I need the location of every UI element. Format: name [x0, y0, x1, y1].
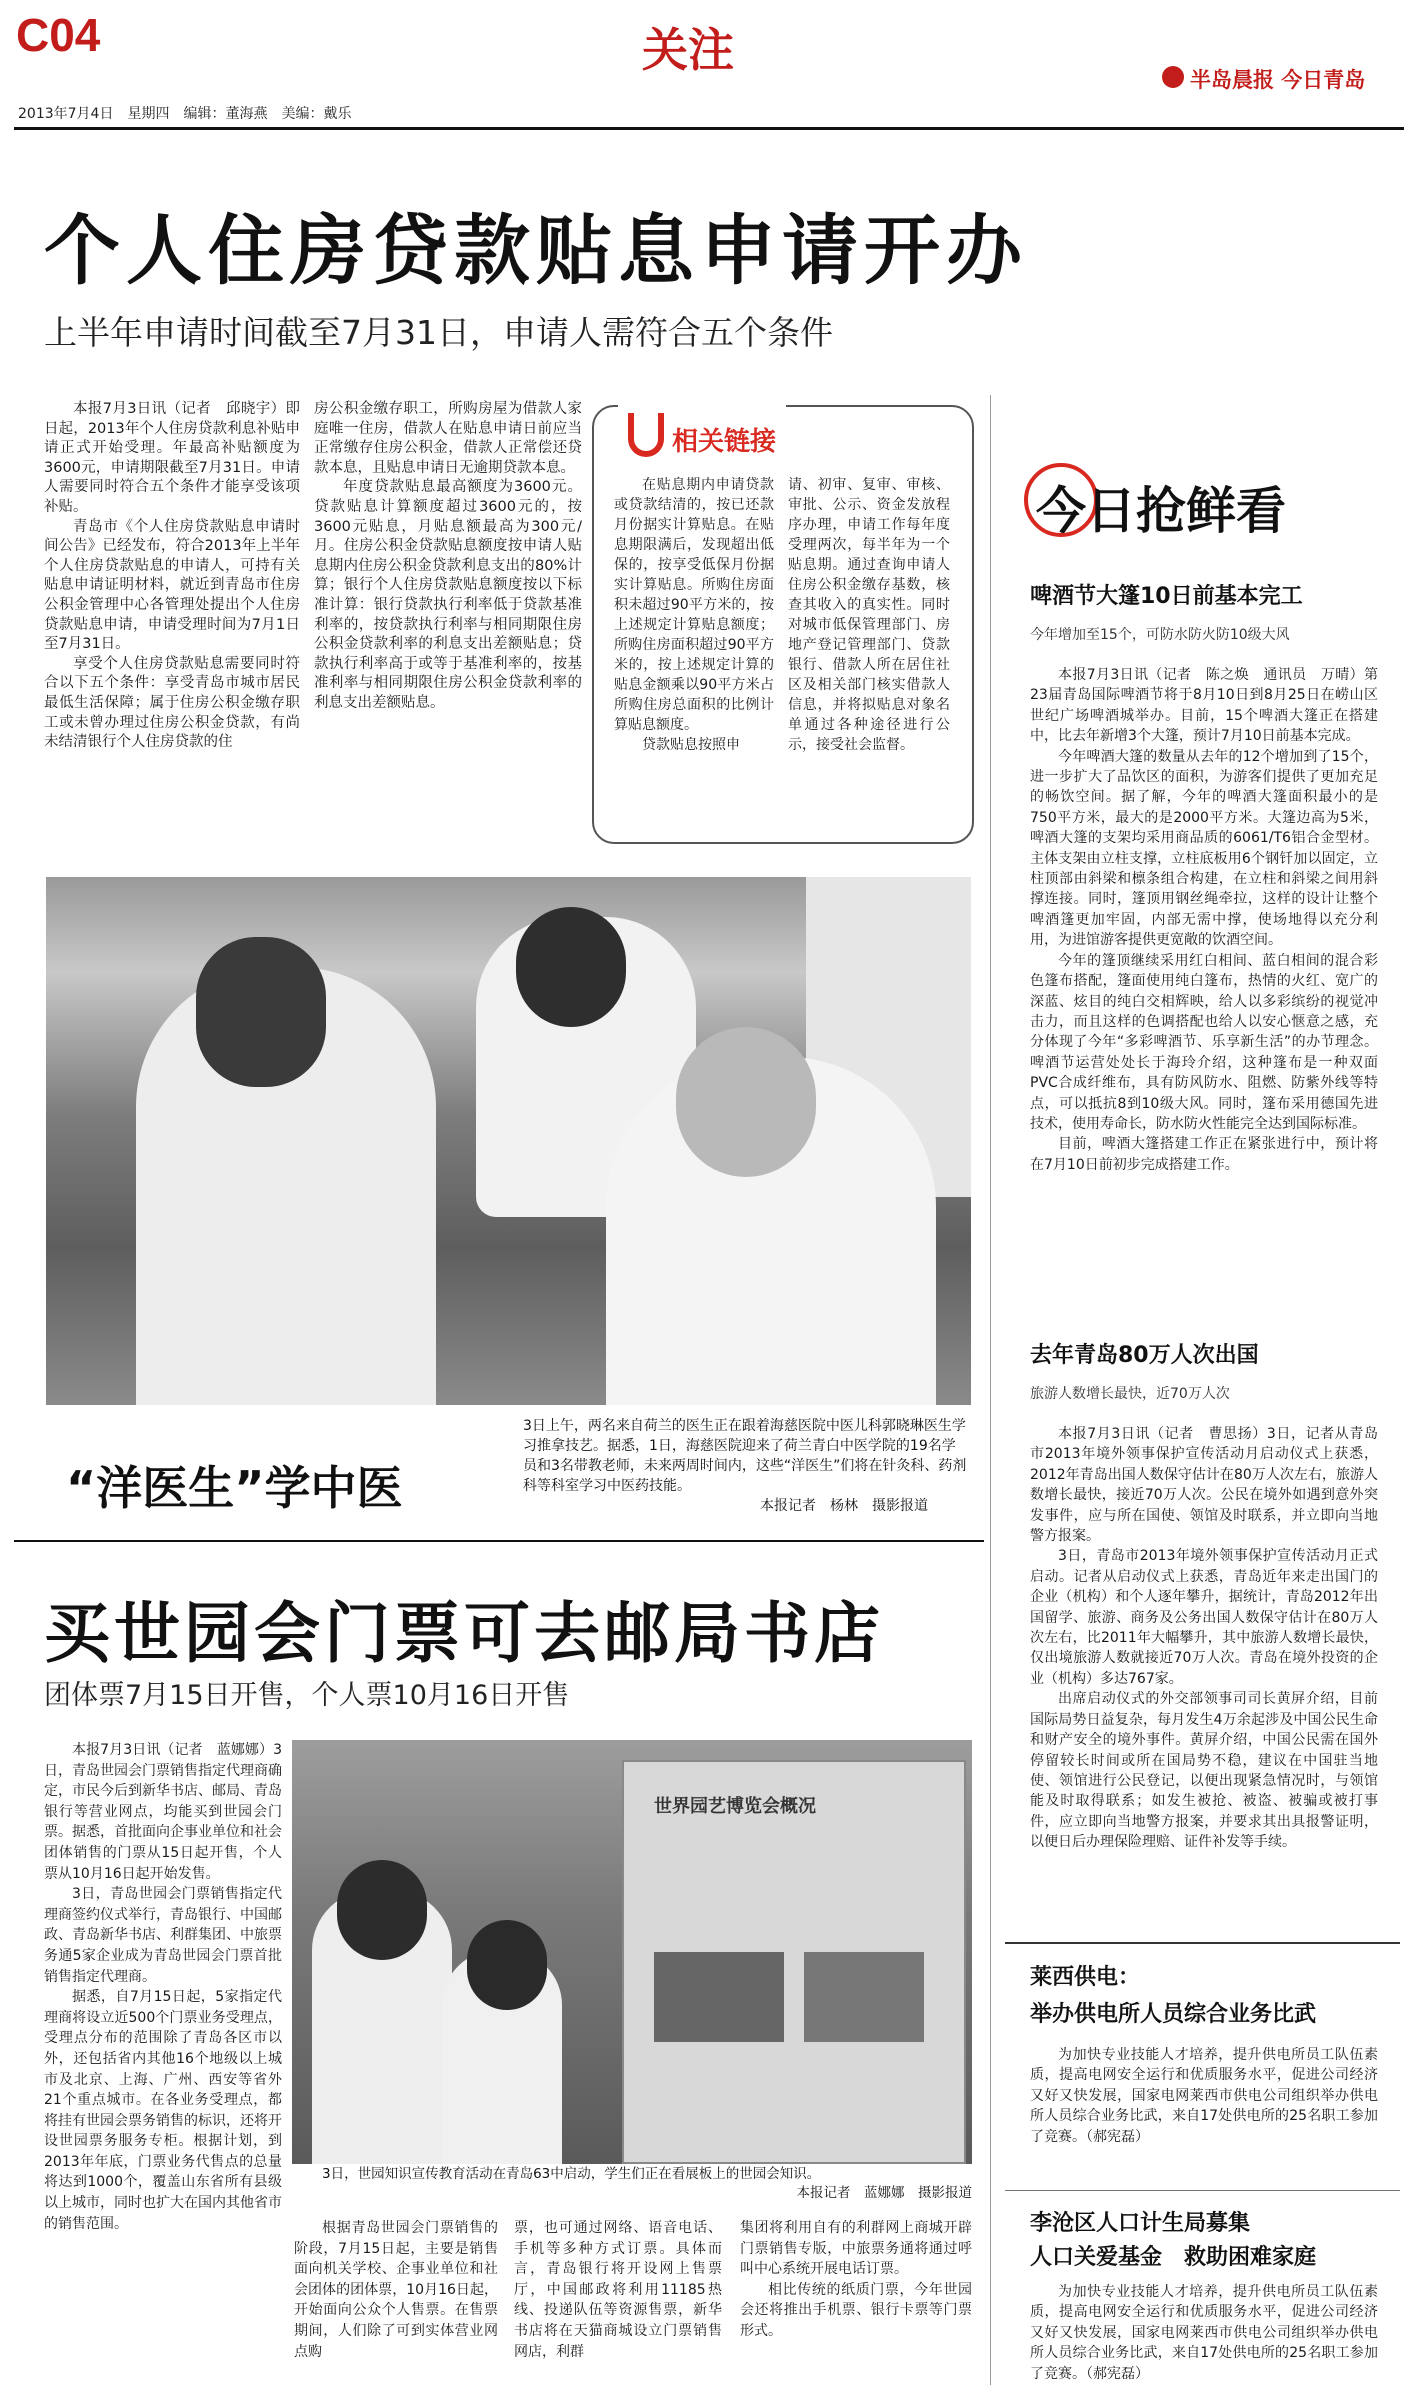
- expo-board-image: [654, 1952, 784, 2042]
- story4-title: 李沧区人口计生局募集: [1030, 2211, 1251, 2236]
- header-rule: [14, 127, 1404, 130]
- photo-story-title: “洋医生”学中医: [66, 1461, 403, 1515]
- story2-para: 3日，青岛市2013年境外领事保护宣传活动月正式启动。记者从启动仪式上获悉，青岛近年来走出国门的企业（机构）和个人逐年攀升，据统计，青岛2012年出国留学、旅游、商务及公务出国人数保守估计在80万人次左右，比2011年大幅攀升，其中旅游人数增长最快，仅出境旅游人数就接近70万人次。青岛在境外投资的企业（机构）多达767家。: [1030, 1548, 1378, 1687]
- expo-col1-para: 3日，青岛世园会门票销售指定代理商签约仪式举行，青岛银行、中国邮政、青岛新华书店、利群集团、中旅票务通5家企业成为青岛世园会门票首批销售指定代理商。: [44, 1886, 282, 1985]
- story1-body: [1030, 665, 1378, 1175]
- story4-para: 为加快专业技能人才培养，提升供电所员工队伍素质，提高电网安全运行和优质服务水平，促进公司经济又好又快发展，国家电网莱西市供电公司组织举办供电所人员综合业务比武，来自17处供电所的25名职工参加了竞赛。（郝宪磊）: [1030, 2284, 1378, 2382]
- brand-icon: [1162, 66, 1184, 88]
- expo-photo-credit: 本报记者 蓝娜娜 摄影报道: [796, 2185, 972, 2201]
- photo-story-caption-text: 3日上午，两名来自荷兰的医生正在跟着海慈医院中医儿科郭晓琳医生学习推拿技艺。据悉，1日，海慈医院迎来了荷兰青白中医学院的19名学员和3名带教老师，未来两周时间内，这些“洋医生”们将在针灸科、药剂科等科室学习中医药技能。: [523, 1418, 967, 1494]
- story1-para: 今年啤酒大篷的数量从去年的12个增加到了15个，进一步扩大了品饮区的面积，为游客们提供了更加充足的畅饮空间。据了解，今年的啤酒大篷面积最小的是750平方米，最大的是2000平方米。大篷边高为5米，啤酒大篷的支架均采用商品质的6061/T6铝合金型材。主体支架由立柱支撑，立柱底板用6个钢钎加以固定，立柱顶部由斜梁和檩条组合构建，在立柱和斜梁之间用斜撑连接。同时，篷顶用钢丝绳牵拉，这样的设计让整个啤酒篷更加牢固，内部无需中撑，使场地得以充分利用，为进馆游客提供更宽敞的饮酒空间。: [1030, 748, 1378, 949]
- doctors-photo: [46, 877, 971, 1405]
- related-link-col2: [788, 475, 950, 755]
- related-para: 请、初审、复审、审核、审批、公示、资金发放程序办理，申请工作每年度受理两次，每半年为一个贴息期。通过查询申请人住房公积金缴存基数，核查其收入的真实性。同时对城市低保管理部门、房地产登记管理部门、贷款银行、借款人所在居住社区及相关部门核实借款人信息，并将拟贴息对象名单通过各种途径进行公示，接受社会监督。: [788, 477, 950, 753]
- story2-para: 出席启动仪式的外交部领事司司长黄屏介绍，目前国际局势日益复杂，每月发生4万余起涉及中国公民生命和财产安全的境外事件。黄屏介绍，中国公民需在国外停留较长时间或所在国局势不稳，建议在中国驻当地使、领馆进行公民登记，以便出现紧急情况时，与领馆能及时取得联系；如发生被抢、被盗、被骗或被打事件，应立即向当地警方报案，并要求其出具报警证明，以便日后办理保险理赔、证件补发等手续。: [1030, 1691, 1378, 1851]
- photo-story-caption: [523, 1416, 968, 1516]
- column-logo: [1024, 455, 1384, 545]
- photo-story-credit: 本报记者 杨林 摄影报道: [760, 1498, 928, 1514]
- story1-title: 啤酒节大篷10日前基本完工: [1030, 584, 1303, 609]
- related-para: 贷款贴息按照申: [642, 737, 740, 753]
- main-col2-para: 房公积金缴存职工，所购房屋为借款人家庭唯一住房，借款人在贴息申请日前应当正常缴存住房公积金，借款人正常偿还贷款本息，且贴息申请日无逾期贷款本息。: [314, 401, 582, 476]
- main-article-col1: [44, 400, 300, 753]
- section-label: 关注: [642, 23, 734, 77]
- page-code: C04: [16, 9, 101, 61]
- story3-para: 为加快专业技能人才培养，提升供电所员工队伍素质，提高电网安全运行和优质服务水平，促进公司经济又好又快发展，国家电网莱西市供电公司组织举办供电所人员综合业务比武，来自17处供电所的25名职工参加了竞赛。（郝宪磊）: [1030, 2047, 1378, 2145]
- story4-body: [1030, 2282, 1378, 2384]
- main-col2-para: 年度贷款贴息最高额度为3600元。贷款贴息计算额度超过3600元的，按3600元贴息，月贴息额最高为300元/月。住房公积金贷款贴息额度按申请人贴息期内住房公积金贷款利息支出的80%计算；银行个人住房贷款贴息额度按以下标准计算：银行贷款执行利率低于贷款基准利率的，按贷款执行利率与相同期限住房公积金贷款利率的利息支出差额贴息；贷款执行利率高于或等于基准利率的，按基准利率与相同期限住房公积金贷款利率的利息支出差额贴息。: [314, 479, 582, 711]
- expo-headline: 买世园会门票可去邮局书店: [44, 1595, 884, 1672]
- student-2-head: [467, 1920, 547, 2010]
- doctor-left-head: [196, 937, 326, 1087]
- expo-bottom-col3: [740, 2218, 972, 2342]
- story3-body: [1030, 2045, 1378, 2147]
- related-link-badge: [618, 405, 786, 467]
- doctor-center-head: [516, 907, 626, 1027]
- section-divider: [14, 1540, 984, 1542]
- expo-board-image: [804, 1952, 924, 2042]
- related-link-col1: [614, 475, 774, 755]
- doctor-right-head: [676, 1027, 816, 1177]
- expo-bottom-para: 集团将利用自有的利群网上商城开辟门票销售专版，中旅票务通将通过呼叫中心系统开展电话订票。: [740, 2220, 972, 2278]
- story4-title2: 人口关爱基金 救助困难家庭: [1030, 2245, 1317, 2270]
- expo-col1-para: 本报7月3日讯（记者 蓝娜娜）3日，青岛世园会门票销售指定代理商确定，市民今后到新华书店、邮局、青岛银行等营业网点，均能买到世园会门票。据悉，首批面向企事业单位和社会团体销售的门票从15日起开售，个人票从10月16日起开始发售。: [44, 1742, 282, 1882]
- student-1-head: [337, 1860, 427, 1960]
- main-article-col2: [314, 400, 582, 714]
- main-col1-para: 青岛市《个人住房贷款贴息申请时间公告》已经发布，符合2013年上半年个人住房贷款贴息的申请人，可持有关贴息申请证明材料，就近到青岛市住房公积金管理中心各管理处提出个人住房贷款贴息申请，申请受理时间为7月1日至7月31日。: [44, 518, 300, 653]
- expo-col1-para: 据悉，自7月15日起，5家指定代理商将设立近500个门票业务受理点，受理点分布的范围除了青岛各区市以外，还包括省内其他16个地级以上城市及北京、上海、广州、西安等省外21个重点城市。在各业务受理点，都将挂有世园会票务销售的标识，还将开设世园票务服务专柜。根据计划，到2013年年底，门票业务代售点的总量将达到1000个，覆盖山东省所有县级以上城市，同时也扩大在国内其他省市的销售范围。: [44, 1989, 282, 2232]
- story3-title: 莱西供电：: [1030, 1965, 1141, 1990]
- expo-photo-caption: [322, 2165, 972, 2203]
- story1-para: 本报7月3日讯（记者 陈之焕 通讯员 万晴）第23届青岛国际啤酒节将于8月10日到8月25日在崂山区世纪广场啤酒城举办。目前，15个啤酒大篷正在搭建中，比去年新增3个大篷，预计7月10日前基本完成。: [1030, 667, 1378, 745]
- main-headline: 个人住房贷款贴息申请开办: [44, 206, 1028, 295]
- date-line: 2013年7月4日 星期四 编辑：董海燕 美编：戴乐: [18, 106, 352, 122]
- story2-body: [1030, 1424, 1378, 1853]
- expo-subhead: 团体票7月15日开售，个人票10月16日开售: [44, 1680, 570, 1711]
- main-subhead: 上半年申请时间截至7月31日，申请人需符合五个条件: [44, 313, 833, 352]
- story2-sub: 旅游人数增长最快，近70万人次: [1030, 1386, 1230, 1402]
- expo-board-title: 世界园艺博览会概况: [654, 1796, 816, 1817]
- main-col1-para: 本报7月3日讯（记者 邱晓宇）即日起，2013年个人住房贷款利息补贴申请正式开始受理。年最高补贴额度为3600元，申请期限截至7月31日。申请人需要同时符合五个条件才能享受该项补贴。: [44, 401, 300, 515]
- brand-name: 半岛晨报 今日青岛: [1190, 68, 1366, 92]
- story1-sub: 今年增加至15个，可防水防火防10级大风: [1030, 627, 1290, 643]
- story2-title: 去年青岛80万人次出国: [1030, 1343, 1259, 1368]
- expo-col1: [44, 1740, 282, 2234]
- link-icon: [628, 413, 664, 457]
- main-col1-para: 享受个人住房贷款贴息需要同时符合以下五个条件：享受青岛市城市居民最低生活保障；属于住房公积金缴存职工或未曾办理过住房公积金贷款，有尚未结清银行个人住房贷款的住: [44, 655, 300, 751]
- expo-display-board: [622, 1760, 966, 2164]
- expo-photo: [292, 1740, 972, 2164]
- expo-bottom-para: 相比传统的纸质门票，今年世园会还将推出手机票、银行卡票等门票形式。: [740, 2281, 972, 2339]
- expo-bottom-col2: [514, 2218, 722, 2362]
- story4-rule: [1005, 2190, 1400, 2191]
- story2-para: 本报7月3日讯（记者 曹思扬）3日，记者从青岛市2013年境外领事保护宣传活动月启动仪式上获悉，2012年青岛出国人数保守估计在80万人次左右，旅游人数增长最快，接近70万人次。公民在境外如遇到意外突发事件，应与所在国使、领馆及时联系，并立即向当地警方报案。: [1030, 1426, 1378, 1545]
- related-link-box: [592, 405, 974, 844]
- column-title: 今日抢鲜看: [1036, 482, 1286, 540]
- brand-logo: [1162, 60, 1402, 100]
- sidebar-divider: [990, 395, 991, 2385]
- expo-bottom-col1: [294, 2218, 498, 2362]
- expo-photo-caption-text: 3日，世园知识宣传教育活动在青岛63中启动，学生们正在看展板上的世园会知识。: [322, 2166, 821, 2182]
- story3-rule: [1005, 1942, 1400, 1944]
- expo-bottom-para: 根据青岛世园会门票销售的阶段，7月15日起，主要是销售面向机关学校、企事业单位和社会团体的团体票，10月16日起，开始面向公众个人售票。在售票期间，人们除了可到实体营业网点购: [294, 2220, 498, 2360]
- story1-para: 今年的篷顶继续采用红白相间、蓝白相间的混合彩色篷布搭配，篷面使用纯白篷布，热情的火红、宽广的深蓝、炫目的纯白交相辉映，给人以多彩缤纷的视觉冲击力，而且这样的色调搭配也给人以安心惬意之感，充分体现了今年“多彩啤酒节、乐享新生活”的办节理念。啤酒节运营处处长于海玲介绍，这种篷布是一种双面PVC合成纤维布，具有防风防水、阻燃、防紫外线等特点，可以抵抗8到10级大风。同时，篷布采用德国先进技术，使用寿命长，防水防火性能完全达到国际标准。: [1030, 952, 1378, 1132]
- related-link-title: 相关链接: [672, 427, 777, 457]
- story3-title2: 举办供电所人员综合业务比武: [1030, 2002, 1317, 2027]
- story1-para: 目前，啤酒大篷搭建工作正在紧张进行中，预计将在7月10日前初步完成搭建工作。: [1030, 1136, 1378, 1173]
- related-para: 在贴息期内申请贷款或贷款结清的，按已还款月份据实计算贴息。在贴息期限满后，发现超出低保的，按享受低保月份据实计算贴息。所购住房面积未超过90平方米的，按上述规定计算贴息额度；所购住房面积超过90平方米的，按上述规定计算的贴息金额乘以90平方米占所购住房总面积的比例计算贴息额度。: [614, 477, 774, 733]
- expo-bottom-para: 票，也可通过网络、语音电话、手机等多种方式订票。具体而言，青岛银行将开设网上售票厅，中国邮政将利用11185热线、投递队伍等资源售票，新华书店将在天猫商城设立门票销售网店，利群: [514, 2220, 722, 2360]
